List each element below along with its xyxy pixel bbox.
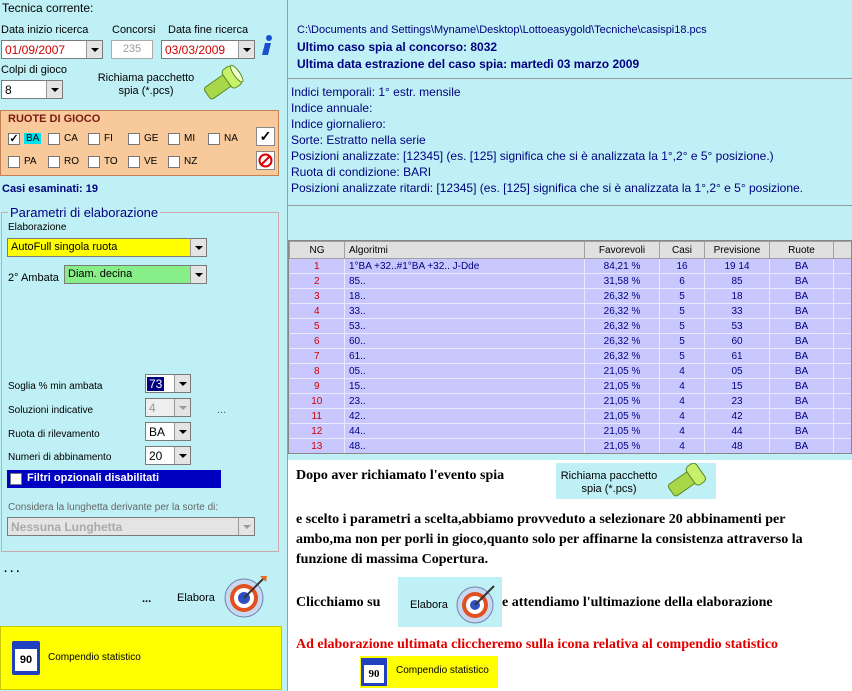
table-row[interactable]	[290, 289, 852, 304]
chevron-down-icon[interactable]	[174, 423, 190, 440]
table-cell-filler	[834, 334, 852, 349]
table-cell: 42	[705, 409, 770, 424]
calendar-icon-number: 90	[364, 665, 384, 683]
table-cell: 5	[660, 349, 705, 364]
chevron-down-icon[interactable]	[238, 41, 254, 58]
clear-all-button[interactable]	[256, 151, 275, 170]
table-cell: BA	[770, 394, 834, 409]
ruota-label-fi[interactable]: FI	[104, 133, 113, 144]
data-inizio-value: 01/09/2007	[5, 43, 66, 57]
ruota-label-ge[interactable]: GE	[144, 133, 159, 144]
data-fine-input[interactable]	[161, 40, 255, 59]
soglia-value: 73	[149, 377, 163, 391]
calendar-icon	[12, 641, 40, 675]
tutorial-elabora-button	[398, 577, 502, 627]
soluzioni-select[interactable]	[145, 398, 191, 417]
table-row[interactable]	[290, 334, 852, 349]
table-cell: 4	[660, 424, 705, 439]
table-cell: 48	[705, 439, 770, 454]
ruota-checkbox-pa[interactable]	[8, 156, 20, 168]
params-title: Parametri di elaborazione	[10, 205, 159, 220]
ruota-checkbox-to[interactable]	[88, 156, 100, 168]
table-cell: 1	[290, 259, 345, 274]
ruota-label-to[interactable]: TO	[104, 156, 118, 167]
table-cell: 2	[290, 274, 345, 289]
table-cell: 48..	[345, 439, 585, 454]
table-cell: 21,05 %	[585, 379, 660, 394]
casi-esaminati: Casi esaminati: 19	[2, 183, 98, 195]
table-cell-filler	[834, 259, 852, 274]
table-cell-filler	[834, 364, 852, 379]
select-all-button[interactable]: ✓	[256, 127, 275, 146]
table-cell-filler	[834, 424, 852, 439]
ruota-label-ca[interactable]: CA	[64, 133, 78, 144]
chevron-down-icon[interactable]	[46, 81, 62, 98]
elabora-label: Elabora	[177, 592, 215, 604]
table-cell: 31,58 %	[585, 274, 660, 289]
ruota-ril-label: Ruota di rilevamento	[8, 429, 100, 440]
table-cell: 4	[660, 379, 705, 394]
ruota-checkbox-fi[interactable]	[88, 133, 100, 145]
table-cell-filler	[834, 409, 852, 424]
table-cell: BA	[770, 334, 834, 349]
table-cell: 18..	[345, 289, 585, 304]
filtri-toggle[interactable]	[7, 470, 221, 488]
ruota-label-ba[interactable]: BA	[26, 133, 40, 144]
colpi-label: Colpi di gioco	[1, 64, 68, 76]
table-row[interactable]	[290, 349, 852, 364]
concorsi-field[interactable]: 235	[111, 40, 153, 59]
ambata-select[interactable]	[64, 265, 207, 284]
data-inizio-label: Data inizio ricerca	[1, 24, 89, 36]
ruota-checkbox-ge[interactable]	[128, 133, 140, 145]
tutorial-panel	[288, 460, 852, 691]
tutorial-compendio-label: Compendio statistico	[396, 665, 489, 676]
ruota-checkbox-ro[interactable]	[48, 156, 60, 168]
detail-line: Indice giornaliero:	[291, 117, 386, 131]
calendar-icon-number: 90	[15, 649, 37, 671]
table-cell: BA	[770, 349, 834, 364]
compendio-label: Compendio statistico	[48, 652, 141, 663]
filtri-label: Filtri opzionali disabilitati	[27, 472, 160, 484]
soglia-select[interactable]	[145, 374, 191, 393]
table-cell: 85	[705, 274, 770, 289]
ruota-label-nz[interactable]: NZ	[184, 156, 198, 167]
table-cell: 13	[290, 439, 345, 454]
table-cell: 85..	[345, 274, 585, 289]
lunghetta-select[interactable]	[7, 517, 255, 536]
tutorial-richiama-label: Richiama pacchetto spia (*.pcs)	[560, 470, 658, 495]
table-row[interactable]	[290, 274, 852, 289]
table-row[interactable]	[290, 394, 852, 409]
ruota-label-mi[interactable]: MI	[184, 133, 196, 144]
table-cell-filler	[834, 304, 852, 319]
table-cell: 26,32 %	[585, 289, 660, 304]
ambata-label: 2° Ambata	[8, 272, 59, 284]
forbidden-icon	[257, 152, 274, 169]
soglia-label: Soglia % min ambata	[8, 381, 103, 392]
tutorial-p2: e scelto i parametri a scelta,abbiamo provveduto a selezionare 20 abbinamenti per ambo,ma non per porli in gioco,quanto solo per affinarne la consistenza attraverso la funzione di massima Copertura.	[296, 512, 803, 567]
table-cell: 26,32 %	[585, 349, 660, 364]
column-header[interactable]: Favorevoli	[585, 242, 660, 259]
table-row[interactable]	[290, 364, 852, 379]
ambata-value: Diam. decina	[68, 268, 133, 280]
detail-line: Posizioni analizzate ritardi: [12345] (es. [125] significa che si è analizzata la 1°,2° e 5° posizione.	[291, 181, 804, 195]
richiama-label: Richiama pacchetto spia (*.pcs)	[97, 72, 195, 97]
ruota-label-pa[interactable]: PA	[24, 156, 37, 167]
table-cell: 61	[705, 349, 770, 364]
table-cell: 16	[660, 259, 705, 274]
table-cell: 4	[660, 394, 705, 409]
chevron-down-icon[interactable]	[174, 399, 190, 416]
dots-2: ...	[142, 593, 152, 605]
table-cell: 21,05 %	[585, 424, 660, 439]
column-header[interactable]: Algoritmi	[345, 242, 585, 259]
lunghetta-label: Considera la lunghetta derivante per la sorte di:	[8, 502, 219, 513]
tutorial-p3-b: e attendiamo l'ultimazione della elaborazione	[502, 595, 773, 610]
table-cell: 4	[660, 364, 705, 379]
table-cell: 12	[290, 424, 345, 439]
table-cell: BA	[770, 289, 834, 304]
table-cell: 5	[660, 289, 705, 304]
ruota-checkbox-ca[interactable]	[48, 133, 60, 145]
results-table[interactable]	[288, 240, 852, 454]
ruota-ril-value: BA	[149, 425, 166, 439]
tutorial-compendio-button	[360, 656, 498, 688]
table-row[interactable]	[290, 319, 852, 334]
elaborazione-value: AutoFull singola ruota	[11, 241, 118, 253]
table-cell: BA	[770, 409, 834, 424]
ruota-checkbox-nz[interactable]	[168, 156, 180, 168]
table-cell: 9	[290, 379, 345, 394]
table-row[interactable]	[290, 409, 852, 424]
file-path: C:\Documents and Settings\Myname\Desktop\Lottoeasygold\Tecniche\casispi18.pcs	[297, 24, 707, 36]
table-cell: BA	[770, 364, 834, 379]
table-cell: 26,32 %	[585, 319, 660, 334]
table-cell: 05	[705, 364, 770, 379]
table-cell: 53..	[345, 319, 585, 334]
tutorial-p3-a: Clicchiamo su	[296, 595, 381, 610]
table-cell: 21,05 %	[585, 439, 660, 454]
table-cell-filler	[834, 274, 852, 289]
table-cell: BA	[770, 379, 834, 394]
column-header[interactable]: Previsione	[705, 242, 770, 259]
table-cell: 5	[290, 319, 345, 334]
ruota-checkbox-ve[interactable]	[128, 156, 140, 168]
ultima-data: Ultima data estrazione del caso spia: martedì 03 marzo 2009	[297, 57, 640, 71]
table-cell: 6	[290, 334, 345, 349]
chevron-down-icon[interactable]	[190, 266, 206, 283]
table-cell: BA	[770, 259, 834, 274]
ultimo-caso: Ultimo caso spia al concorso: 8032	[297, 40, 498, 54]
table-cell: 60..	[345, 334, 585, 349]
ruota-ril-select[interactable]	[145, 422, 191, 441]
table-cell: 23	[705, 394, 770, 409]
column-header-filler	[834, 242, 852, 259]
tutorial-elabora-label: Elabora	[410, 599, 448, 611]
table-cell: 26,32 %	[585, 304, 660, 319]
chevron-down-icon[interactable]	[190, 239, 206, 256]
ruote-title: RUOTE DI GIOCO	[8, 113, 101, 125]
table-cell: 4	[660, 439, 705, 454]
calendar-icon	[361, 658, 387, 686]
table-cell: 61..	[345, 349, 585, 364]
details-panel	[288, 78, 852, 206]
table-cell: 6	[660, 274, 705, 289]
table-cell-filler	[834, 379, 852, 394]
table-cell-filler	[834, 394, 852, 409]
tutorial-richiama-button	[556, 463, 716, 499]
table-cell: 42..	[345, 409, 585, 424]
table-cell: 84,21 %	[585, 259, 660, 274]
data-inizio-input[interactable]	[1, 40, 103, 59]
table-cell: BA	[770, 319, 834, 334]
table-cell: 33	[705, 304, 770, 319]
table-cell: 21,05 %	[585, 409, 660, 424]
table-cell: 05..	[345, 364, 585, 379]
numeri-value: 20	[149, 449, 163, 463]
table-cell: 26,32 %	[585, 334, 660, 349]
table-cell: BA	[770, 304, 834, 319]
dots-1: . . .	[4, 563, 20, 575]
detail-line: Sorte: Estratto nella serie	[291, 133, 426, 147]
table-cell: 11	[290, 409, 345, 424]
elaborazione-select[interactable]	[7, 238, 207, 257]
ruota-label-ve[interactable]: VE	[144, 156, 158, 167]
table-cell: 21,05 %	[585, 364, 660, 379]
chevron-down-icon[interactable]	[174, 447, 190, 464]
lunghetta-value: Nessuna Lunghetta	[11, 520, 123, 534]
info-icon[interactable]	[259, 34, 275, 56]
table-cell: BA	[770, 439, 834, 454]
column-header[interactable]: NG	[290, 242, 345, 259]
table-cell: 8	[290, 364, 345, 379]
table-cell: 5	[660, 319, 705, 334]
soluzioni-value: 4	[149, 401, 156, 415]
table-cell: 5	[660, 304, 705, 319]
target-icon	[454, 580, 500, 626]
flashlight-icon	[664, 463, 712, 499]
table-cell: 4	[660, 409, 705, 424]
data-fine-label: Data fine ricerca	[168, 24, 249, 36]
chevron-down-icon[interactable]	[238, 518, 254, 535]
table-cell: 1°BA +32..#1°BA +32.. J-Dde	[345, 259, 585, 274]
table-cell: BA	[770, 424, 834, 439]
ruota-label-na[interactable]: NA	[224, 133, 238, 144]
table-cell-filler	[834, 289, 852, 304]
table-cell: 60	[705, 334, 770, 349]
table-row[interactable]	[290, 439, 852, 454]
soluzioni-label: Soluzioni indicative	[8, 405, 94, 416]
table-row[interactable]	[290, 259, 852, 274]
target-icon[interactable]	[222, 572, 270, 620]
table-cell-filler	[834, 349, 852, 364]
table-cell: 33..	[345, 304, 585, 319]
table-row[interactable]	[290, 424, 852, 439]
ruota-checkbox-na[interactable]	[208, 133, 220, 145]
tutorial-p1: Dopo aver richiamato l'evento spia	[296, 468, 505, 483]
elaborazione-label: Elaborazione	[8, 222, 67, 233]
detail-line: Indici temporali: 1° estr. mensile	[291, 85, 461, 99]
soluzioni-dots: ...	[217, 404, 227, 416]
table-cell: 53	[705, 319, 770, 334]
ruota-label-ro[interactable]: RO	[64, 156, 79, 167]
detail-line: Indice annuale:	[291, 101, 373, 115]
table-cell: 15..	[345, 379, 585, 394]
flashlight-icon[interactable]	[200, 63, 245, 105]
ruota-checkbox-ba[interactable]: ✓	[9, 133, 19, 145]
table-cell: 10	[290, 394, 345, 409]
chevron-down-icon[interactable]	[86, 41, 102, 58]
table-cell: 19 14	[705, 259, 770, 274]
chevron-down-icon[interactable]	[174, 375, 190, 392]
tutorial-p4: Ad elaborazione ultimata cliccheremo sulla icona relativa al compendio statistico	[296, 637, 779, 652]
numeri-label: Numeri di abbinamento	[8, 452, 112, 463]
colpi-value: 8	[5, 83, 12, 97]
table-cell: 4	[290, 304, 345, 319]
table-cell-filler	[834, 319, 852, 334]
table-cell: 44..	[345, 424, 585, 439]
table-row[interactable]	[290, 379, 852, 394]
colpi-select[interactable]	[1, 80, 63, 99]
compendio-button[interactable]	[0, 626, 282, 690]
ruota-checkbox-mi[interactable]	[168, 133, 180, 145]
column-header[interactable]: Casi	[660, 242, 705, 259]
table-cell: 18	[705, 289, 770, 304]
numeri-select[interactable]	[145, 446, 191, 465]
table-cell: 5	[660, 334, 705, 349]
table-cell: 21,05 %	[585, 394, 660, 409]
filtri-checkbox[interactable]	[10, 473, 22, 485]
data-fine-value: 03/03/2009	[165, 43, 226, 57]
table-cell: 7	[290, 349, 345, 364]
table-cell: 44	[705, 424, 770, 439]
detail-line: Posizioni analizzate: [12345] (es. [125] significa che si è analizzata la 1°,2° e 5° posizione.)	[291, 149, 774, 163]
header-title: Tecnica corrente:	[2, 1, 94, 15]
table-cell: 15	[705, 379, 770, 394]
concorsi-label: Concorsi	[112, 24, 156, 36]
column-header[interactable]: Ruote	[770, 242, 834, 259]
table-cell: 3	[290, 289, 345, 304]
table-cell: BA	[770, 274, 834, 289]
table-cell-filler	[834, 439, 852, 454]
table-row[interactable]	[290, 304, 852, 319]
detail-line: Ruota di condizione: BARI	[291, 165, 432, 179]
table-cell: 23..	[345, 394, 585, 409]
